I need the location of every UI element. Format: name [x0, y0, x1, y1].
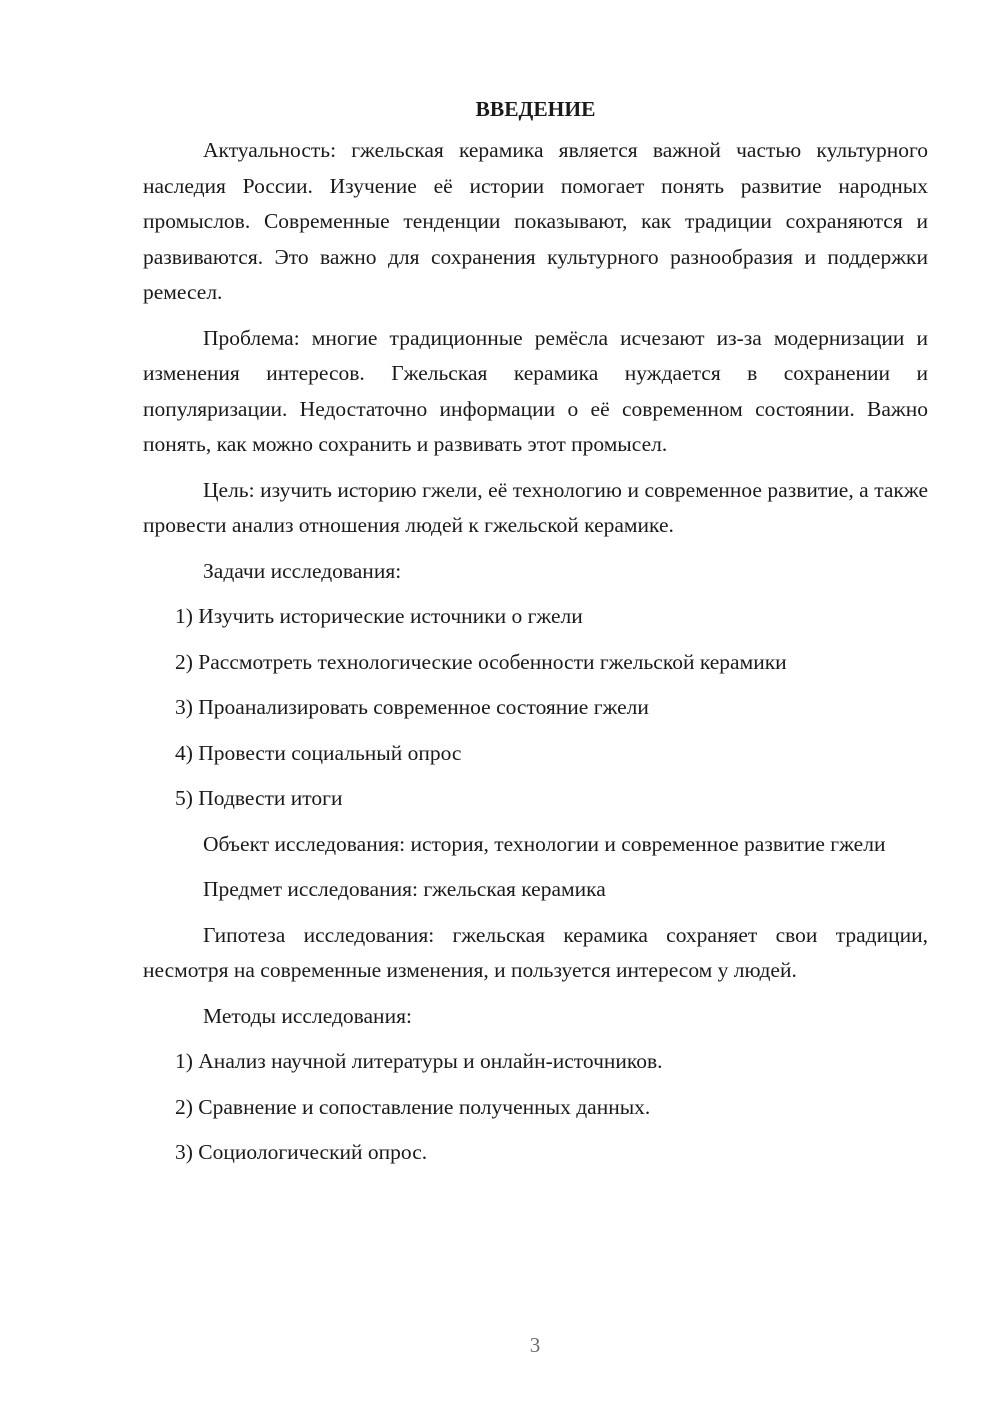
task-item: 1) Изучить исторические источники о гжели	[175, 604, 583, 628]
problem-paragraph: Проблема: многие традиционные ремёсла исчезают из-за модернизации и изменения интересов. Гжельская керамика нуждается в сохранении и популяризации. Недостаточно информации о её современном состоянии. Важно понять, как можно сохранить и развивать этот промысел.	[143, 325, 928, 456]
relevance-paragraph: Актуальность: гжельская керамика является важной частью культурного наследия России. Изучение её истории помогает понять развитие народных промыслов. Современные тенденции показывают, как традиции сохраняются и развиваются. Это важно для сохранения культурного разнообразия и поддержки ремесел.	[143, 138, 928, 304]
task-item: 4) Провести социальный опрос	[175, 740, 462, 765]
tasks-heading: Задачи исследования:	[203, 558, 402, 583]
task-item: 3) Проанализировать современное состояние гжели	[175, 695, 649, 719]
object-paragraph: Объект исследования: история, технологии и современное развитие гжели	[203, 831, 886, 856]
goal-paragraph: Цель: изучить историю гжели, её технологию и современное развитие, а также провести анализ отношения людей к гжельской керамике.	[143, 477, 928, 537]
document-page	[143, 92, 928, 1181]
page-number: 3	[529, 1333, 541, 1357]
methods-heading: Методы исследования:	[203, 1003, 412, 1028]
page-title: ВВЕДЕНИЕ	[475, 97, 596, 121]
task-item: 5) Подвести итоги	[175, 786, 343, 810]
method-item: 1) Анализ научной литературы и онлайн-источников.	[175, 1049, 663, 1073]
task-item: 2) Рассмотреть технологические особенности гжельской керамики	[175, 649, 787, 674]
subject-paragraph: Предмет исследования: гжельская керамика	[203, 877, 606, 901]
hypothesis-paragraph: Гипотеза исследования: гжельская керамика сохраняет свои традиции, несмотря на современные изменения, и пользуется интересом у людей.	[143, 922, 928, 982]
method-item: 2) Сравнение и сопоставление полученных данных.	[175, 1094, 651, 1119]
method-item: 3) Социологический опрос.	[175, 1140, 428, 1164]
